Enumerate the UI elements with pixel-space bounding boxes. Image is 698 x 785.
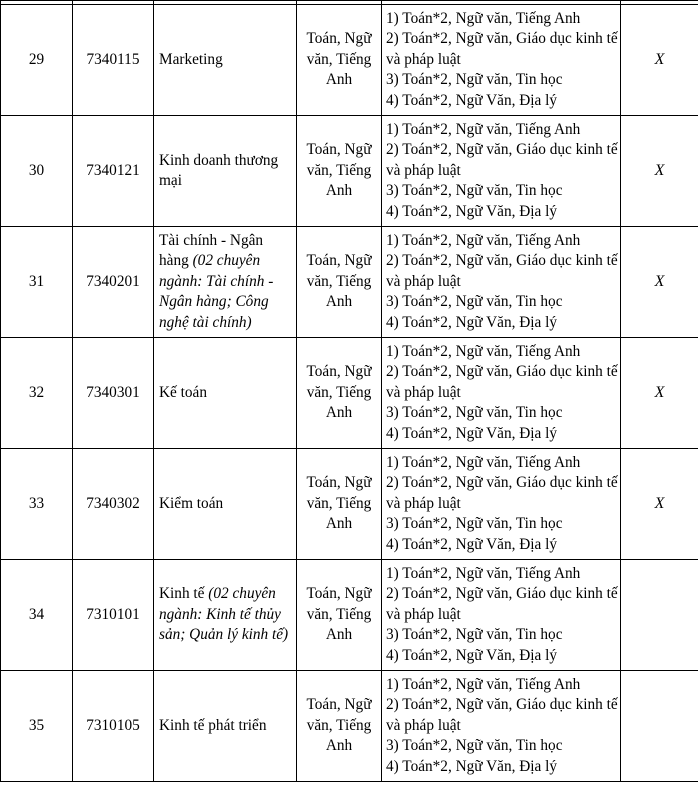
program-name-text: Kinh tế	[159, 585, 205, 603]
exam-subjects: Toán, Ngữ văn, Tiếng Anh	[297, 5, 382, 116]
combination-item: 4) Toán*2, Ngữ Văn, Địa lý	[386, 202, 558, 220]
program-code: 7310101	[73, 560, 154, 671]
combination-item: 3) Toán*2, Ngữ văn, Tin học	[386, 626, 563, 644]
program-name	[154, 671, 297, 782]
row-number: 35	[1, 671, 73, 782]
program-name-text: Tài chính - Ngân hàng	[159, 231, 264, 270]
combination-item: 2) Toán*2, Ngữ văn, Giáo dục kinh tế và pháp luật	[386, 252, 618, 290]
combination-item: 1) Toán*2, Ngữ văn, Tiếng Anh	[386, 231, 581, 249]
program-name-text: Kinh doanh thương mại	[159, 151, 279, 189]
combination-item: 4) Toán*2, Ngữ Văn, Địa lý	[386, 91, 558, 109]
program-code: 7340302	[73, 449, 154, 560]
row-number: 30	[1, 116, 73, 227]
combination-item: 1) Toán*2, Ngữ văn, Tiếng Anh	[386, 9, 581, 27]
subject-combinations	[382, 5, 621, 116]
table-row	[1, 338, 698, 449]
program-code: 7340115	[73, 5, 154, 116]
combination-item: 4) Toán*2, Ngữ Văn, Địa lý	[386, 313, 558, 331]
program-code: 7310105	[73, 671, 154, 782]
subject-combinations	[382, 227, 621, 338]
combination-item: 2) Toán*2, Ngữ văn, Giáo dục kinh tế và pháp luật	[386, 363, 618, 401]
exam-subjects: Toán, Ngữ văn, Tiếng Anh	[297, 338, 382, 449]
combination-item: 1) Toán*2, Ngữ văn, Tiếng Anh	[386, 675, 581, 693]
combination-item: 3) Toán*2, Ngữ văn, Tin học	[386, 293, 563, 311]
exam-subjects: Toán, Ngữ văn, Tiếng Anh	[297, 227, 382, 338]
program-name-text: Kế toán	[159, 383, 207, 401]
x-mark: X	[621, 116, 698, 227]
combination-item: 4) Toán*2, Ngữ Văn, Địa lý	[386, 424, 558, 442]
subject-combinations	[382, 338, 621, 449]
combination-item: 3) Toán*2, Ngữ văn, Tin học	[386, 404, 563, 422]
program-name-text: Marketing	[159, 50, 223, 68]
x-mark: X	[621, 227, 698, 338]
program-name-text: Kinh tế phát triển	[159, 716, 267, 734]
subject-combinations	[382, 449, 621, 560]
row-number: 32	[1, 338, 73, 449]
combination-item: 1) Toán*2, Ngữ văn, Tiếng Anh	[386, 120, 581, 138]
row-number: 31	[1, 227, 73, 338]
program-name-note: (02 chuyên ngành: Tài chính - Ngân hàng; Công nghệ tài chính)	[159, 252, 274, 331]
combination-item: 1) Toán*2, Ngữ văn, Tiếng Anh	[386, 453, 581, 471]
x-mark: X	[621, 5, 698, 116]
program-name	[154, 560, 297, 671]
x-mark	[621, 671, 698, 782]
program-name-note: (02 chuyên ngành: Kinh tế thủy sản; Quản lý kinh tế)	[159, 585, 289, 644]
program-code: 7340121	[73, 116, 154, 227]
combination-item: 2) Toán*2, Ngữ văn, Giáo dục kinh tế và pháp luật	[386, 30, 618, 68]
combination-item: 3) Toán*2, Ngữ văn, Tin học	[386, 71, 563, 89]
program-code: 7340301	[73, 338, 154, 449]
row-number: 29	[1, 5, 73, 116]
combination-item: 2) Toán*2, Ngữ văn, Giáo dục kinh tế và pháp luật	[386, 585, 618, 623]
exam-subjects: Toán, Ngữ văn, Tiếng Anh	[297, 449, 382, 560]
exam-subjects: Toán, Ngữ văn, Tiếng Anh	[297, 560, 382, 671]
program-code: 7340201	[73, 227, 154, 338]
combination-item: 3) Toán*2, Ngữ văn, Tin học	[386, 515, 563, 533]
table-row	[1, 449, 698, 560]
table-row	[1, 116, 698, 227]
table-row	[1, 671, 698, 782]
x-mark: X	[621, 449, 698, 560]
table-row	[1, 5, 698, 116]
x-mark: X	[621, 338, 698, 449]
exam-subjects: Toán, Ngữ văn, Tiếng Anh	[297, 671, 382, 782]
program-name-text: Kiểm toán	[159, 494, 224, 512]
combination-item: 3) Toán*2, Ngữ văn, Tin học	[386, 737, 563, 755]
program-name	[154, 5, 297, 116]
combination-item: 1) Toán*2, Ngữ văn, Tiếng Anh	[386, 564, 581, 582]
table-row	[1, 560, 698, 671]
combination-item: 2) Toán*2, Ngữ văn, Giáo dục kinh tế và pháp luật	[386, 141, 618, 179]
program-name	[154, 338, 297, 449]
program-name	[154, 227, 297, 338]
subject-combinations	[382, 671, 621, 782]
combination-item: 1) Toán*2, Ngữ văn, Tiếng Anh	[386, 342, 581, 360]
combination-item: 4) Toán*2, Ngữ Văn, Địa lý	[386, 535, 558, 553]
subject-combinations	[382, 116, 621, 227]
combination-item: 3) Toán*2, Ngữ văn, Tin học	[386, 182, 563, 200]
combination-item: 4) Toán*2, Ngữ Văn, Địa lý	[386, 646, 558, 664]
exam-subjects: Toán, Ngữ văn, Tiếng Anh	[297, 116, 382, 227]
combination-item: 4) Toán*2, Ngữ Văn, Địa lý	[386, 757, 558, 775]
subject-combinations	[382, 560, 621, 671]
program-name	[154, 116, 297, 227]
row-number: 33	[1, 449, 73, 560]
combination-item: 2) Toán*2, Ngữ văn, Giáo dục kinh tế và pháp luật	[386, 696, 618, 734]
combination-item: 2) Toán*2, Ngữ văn, Giáo dục kinh tế và pháp luật	[386, 474, 618, 512]
x-mark	[621, 560, 698, 671]
table-row	[1, 227, 698, 338]
program-name	[154, 449, 297, 560]
row-number: 34	[1, 560, 73, 671]
